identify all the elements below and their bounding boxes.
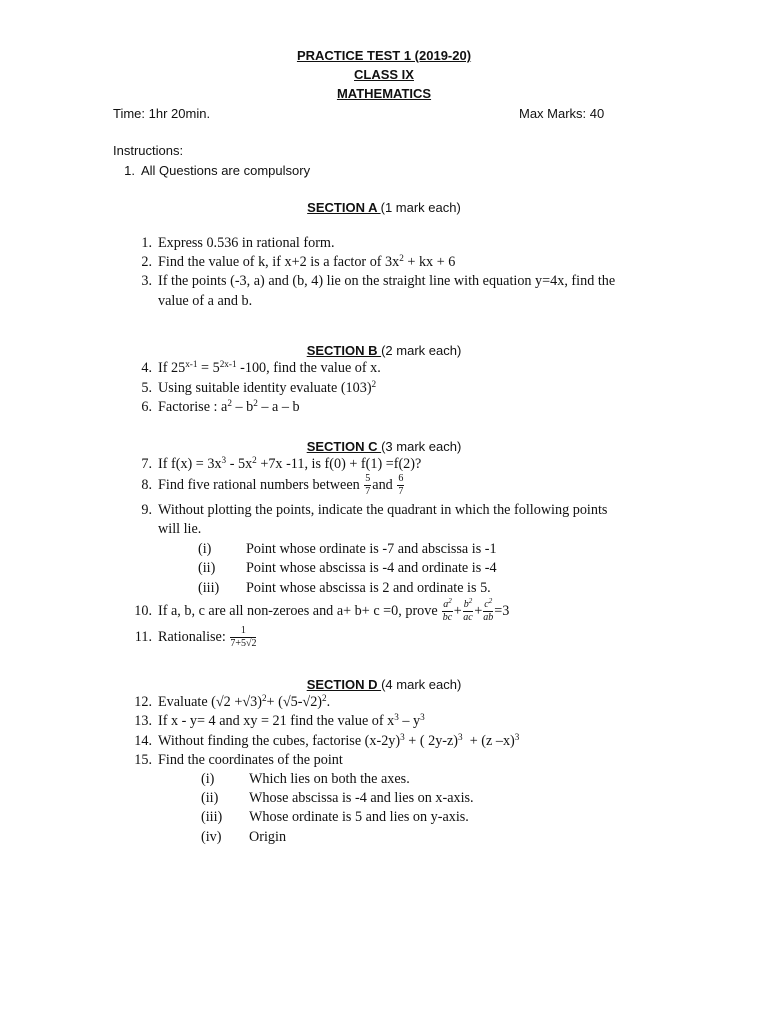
question-text: – y: [398, 713, 421, 729]
question-text: – a – b: [257, 399, 300, 415]
exponent: 3: [221, 454, 227, 465]
question-text: Find five rational numbers between: [158, 476, 364, 493]
instructions-heading: Instructions:: [113, 143, 184, 158]
exponent: 3: [458, 731, 463, 742]
fraction-numerator: [463, 597, 474, 612]
question-text: +7x -11, is f(0) + f(1) =f(2)?: [256, 456, 422, 472]
exponent: 2x-1: [219, 358, 237, 369]
exponent: 2: [253, 397, 258, 408]
question-6: [130, 399, 300, 416]
time-label: Time: 1hr 20min.: [113, 106, 211, 121]
sub-text: Point whose ordinate is -7 and abscissa is -1: [246, 541, 497, 557]
question-4: [130, 360, 381, 377]
fraction-denominator: ab: [483, 612, 494, 623]
question-text: and: [372, 476, 397, 493]
question-number: 13.: [134, 713, 152, 729]
subject-label: MATHEMATICS: [336, 86, 432, 101]
exponent: 2: [322, 692, 327, 703]
fraction-numerator: 5: [365, 473, 371, 484]
question-text: Rationalise:: [158, 628, 230, 645]
question-text: + (√5-√2): [266, 694, 323, 710]
exponent: 3: [400, 731, 405, 742]
exponent: 3: [514, 731, 520, 742]
exponent: 3: [420, 711, 425, 722]
question-text: = 5: [197, 360, 220, 376]
sub-text: Which lies on both the axes.: [249, 771, 410, 787]
section-a-marks: (1 mark each): [380, 200, 461, 215]
question-text: + ( 2y-z): [404, 733, 459, 749]
question-text: -100, find the value of x.: [236, 360, 381, 376]
question-text: Express 0.536 in rational form.: [158, 235, 335, 251]
question-number: 14.: [134, 733, 152, 749]
exponent: 2: [399, 252, 404, 263]
sub-text: Whose ordinate is 5 and lies on y-axis.: [249, 809, 469, 825]
question-text: – b: [231, 399, 254, 415]
question-15-sub-2: [201, 790, 474, 807]
section-d-label: SECTION D: [306, 677, 382, 692]
section-a-title: [0, 200, 768, 215]
fraction-numerator: 6: [398, 473, 404, 484]
exponent: 2: [448, 597, 452, 606]
question-12: [130, 694, 330, 711]
question-15: [130, 752, 343, 769]
question-text: Factorise : a: [158, 399, 228, 415]
fraction-denominator: bc: [442, 612, 453, 623]
question-text: If 25: [158, 360, 186, 376]
question-15-sub-1: [201, 771, 410, 788]
question-9-sub-1: [198, 541, 497, 558]
section-b-title: [0, 343, 768, 358]
section-a-label: SECTION A: [307, 200, 381, 215]
max-marks-label: Max Marks: 40: [519, 106, 605, 121]
sub-text: Point whose abscissa is 2 and ordinate is 5.: [246, 580, 491, 596]
exponent: 3: [394, 711, 399, 722]
exponent: 2: [371, 378, 377, 389]
question-number: 4.: [141, 360, 152, 376]
fraction-numerator: [483, 597, 493, 612]
question-5: [130, 380, 376, 397]
question-number: 5.: [141, 380, 152, 396]
question-text: Without plotting the points, indicate the quadrant in which the following points: [158, 502, 608, 518]
question-number: 15.: [134, 752, 152, 768]
instruction-text: All Questions are compulsory: [141, 163, 311, 178]
exponent: 2: [252, 454, 257, 465]
sub-number: (iii): [198, 580, 220, 596]
instruction-item: [113, 163, 310, 178]
question-text: Find the coordinates of the point: [158, 752, 343, 768]
question-8: [130, 474, 405, 497]
section-b-marks: (2 mark each): [381, 343, 462, 358]
fraction: [463, 597, 474, 623]
question-15-sub-4: [201, 829, 286, 846]
question-text: - 5x: [226, 456, 253, 472]
fraction: [442, 597, 453, 623]
question-9-sub-2: [198, 560, 497, 577]
question-number: 9.: [141, 502, 152, 518]
fraction: [397, 474, 404, 497]
fraction: [483, 597, 494, 623]
class-label: CLASS IX: [354, 67, 414, 82]
sub-number: (ii): [198, 560, 216, 576]
test-title: PRACTICE TEST 1 (2019-20): [296, 48, 472, 63]
fraction-variable: c: [484, 599, 489, 610]
question-text: .: [326, 694, 331, 710]
question-2: [130, 254, 455, 271]
question-14: [130, 733, 519, 750]
exponent: 2: [227, 397, 232, 408]
exponent: 2: [261, 692, 267, 703]
exponent: 2: [468, 597, 473, 606]
question-9-sub-3: [198, 580, 491, 597]
fraction-denominator: ac: [463, 612, 473, 623]
section-c-label: SECTION C: [306, 439, 382, 454]
sub-number: (i): [198, 541, 212, 557]
question-9: [130, 502, 607, 519]
question-3-continuation: value of a and b.: [158, 293, 253, 309]
fraction-denominator: 7+5√2: [230, 638, 257, 649]
question-text: + kx + 6: [403, 254, 456, 270]
question-text: Find the value of k, if x+2 is a factor of 3x: [158, 254, 400, 270]
question-text: Evaluate (√2 +√3): [158, 694, 262, 710]
question-1: [130, 235, 335, 252]
question-15-sub-3: [201, 809, 469, 826]
question-number: 11.: [134, 628, 152, 645]
question-number: 7.: [141, 456, 152, 472]
sub-text: Whose abscissa is -4 and lies on x-axis.: [249, 790, 474, 806]
fraction-denominator: 7: [365, 486, 371, 497]
question-number: 8.: [141, 476, 152, 493]
question-3: [130, 273, 615, 290]
fraction: [230, 626, 256, 649]
plus-sign: +: [474, 602, 483, 619]
exponent: x-1: [185, 358, 198, 369]
question-text: + (z –x): [462, 733, 515, 749]
fraction: [364, 474, 371, 497]
question-text: =3: [494, 602, 510, 619]
plus-sign: +: [453, 602, 462, 619]
sub-number: (ii): [201, 790, 219, 806]
question-number: 10.: [134, 602, 152, 619]
exponent: 2: [488, 597, 493, 606]
sub-number: (iii): [201, 809, 223, 825]
question-number: 6.: [141, 399, 152, 415]
sub-number: (i): [201, 771, 215, 787]
question-text: If x - y= 4 and xy = 21 find the value of x: [158, 713, 395, 729]
question-text: If f(x) = 3x: [158, 456, 222, 472]
question-text: If a, b, c are all non-zeroes and a+ b+ c =0, prove: [158, 602, 442, 619]
question-7: [130, 456, 421, 473]
question-text: Without finding the cubes, factorise (x-2y): [158, 733, 401, 749]
instruction-number: 1.: [124, 163, 135, 178]
section-c-marks: (3 mark each): [381, 439, 462, 454]
question-number: 12.: [134, 694, 152, 710]
section-b-label: SECTION B: [306, 343, 382, 358]
fraction-numerator: [442, 597, 453, 612]
sub-number: (iv): [201, 829, 222, 845]
question-11: [130, 626, 257, 649]
question-10: [130, 597, 510, 623]
fraction-variable: b: [463, 599, 469, 610]
sub-text: Origin: [249, 829, 287, 845]
fraction-denominator: 7: [398, 486, 404, 497]
section-c-title: [0, 439, 768, 454]
question-13: [130, 713, 425, 730]
section-d-marks: (4 mark each): [381, 677, 462, 692]
fraction-variable: a: [443, 599, 449, 610]
question-number: 2.: [141, 254, 152, 270]
sub-text: Point whose abscissa is -4 and ordinate is -4: [246, 560, 497, 576]
question-text: Using suitable identity evaluate (103): [158, 380, 372, 396]
section-d-title: [0, 677, 768, 692]
question-text: If the points (-3, a) and (b, 4) lie on the straight line with equation y=4x, find the: [158, 273, 616, 289]
question-number: 1.: [141, 235, 152, 251]
fraction-numerator: 1: [230, 626, 256, 638]
question-number: 3.: [141, 273, 152, 289]
question-9-continuation: will lie.: [158, 521, 202, 537]
